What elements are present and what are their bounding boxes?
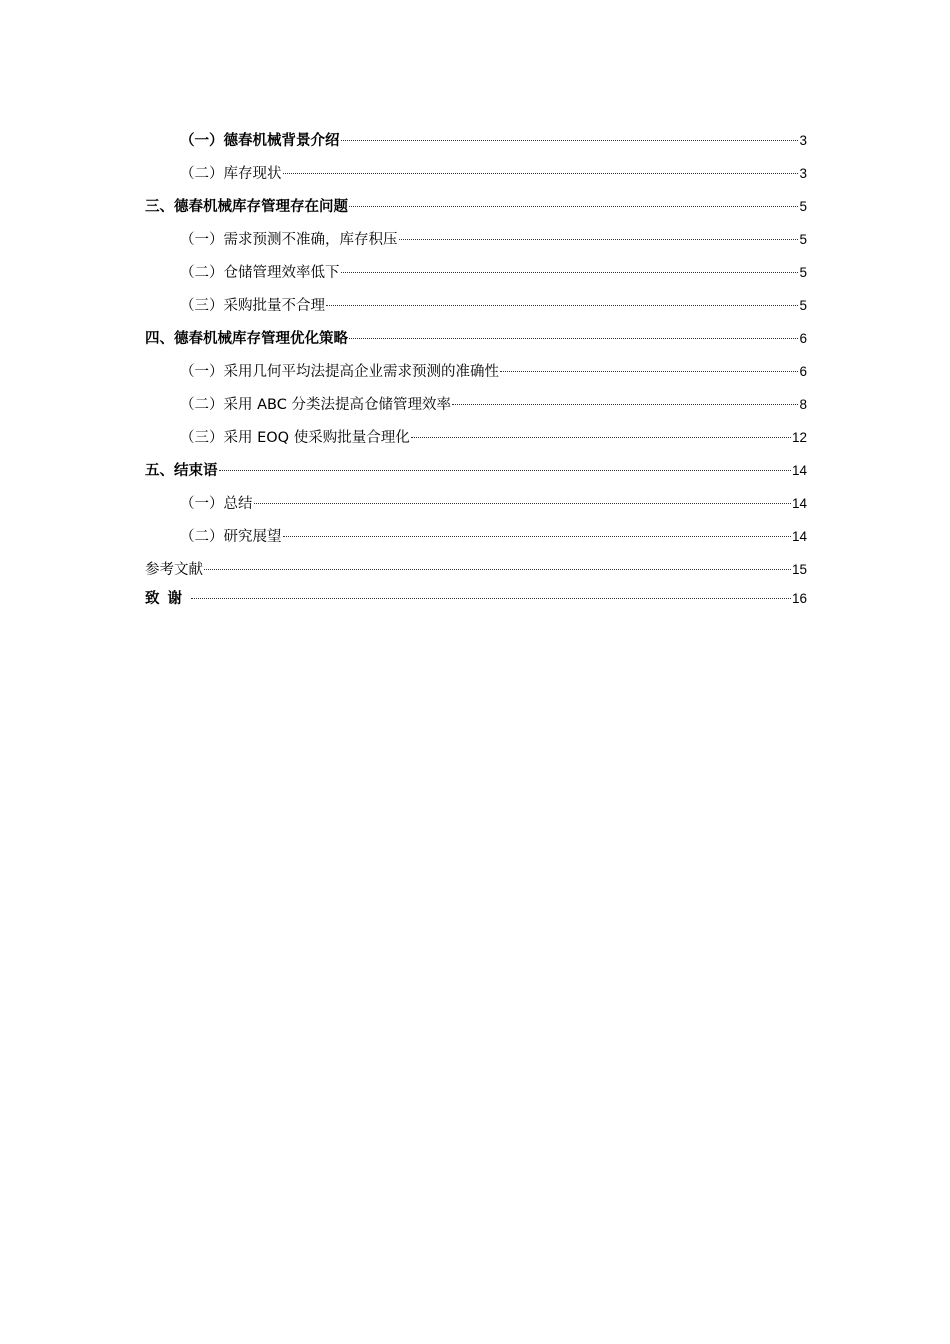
toc-entry[interactable] [145,553,807,586]
toc-dot-leader [283,173,799,174]
toc-entry-page: 5 [799,265,807,280]
toc-entry-page: 14 [791,529,807,544]
toc-dot-leader [341,140,799,141]
toc-entry-title: （二）研究展望 [180,529,282,545]
toc-dot-leader [254,503,791,504]
toc-entry-title: （一）总结 [180,496,253,512]
toc-entry[interactable] [145,388,807,421]
toc-entry-page: 3 [799,166,807,181]
toc-dot-leader [349,338,798,339]
toc-entry-title: 三、德春机械库存管理存在问题 [145,199,348,215]
toc-entry-title: （三）采购批量不合理 [180,298,325,314]
toc-dot-leader [191,598,791,599]
toc-entry[interactable] [145,157,807,190]
table-of-contents [145,124,807,611]
toc-entry[interactable] [145,421,807,454]
toc-entry[interactable] [145,256,807,289]
toc-entry[interactable] [145,322,807,355]
toc-entry-page: 14 [791,496,807,511]
toc-entry-page: 14 [791,463,807,478]
toc-entry[interactable] [145,289,807,322]
toc-entry[interactable] [145,190,807,223]
toc-entry[interactable] [145,586,807,611]
toc-entry-page: 8 [799,397,807,412]
toc-entry-page: 16 [791,591,807,606]
toc-entry-page: 6 [799,364,807,379]
toc-entry-title: （一）需求预测不准确，库存积压 [180,232,398,248]
toc-dot-leader [341,272,799,273]
toc-dot-leader [500,371,798,372]
toc-entry-page: 15 [791,562,807,577]
toc-dot-leader [283,536,791,537]
toc-entry-page: 5 [799,199,807,214]
toc-dot-leader [411,437,791,438]
toc-entry[interactable] [145,487,807,520]
toc-dot-leader [452,404,799,405]
toc-entry[interactable] [145,124,807,157]
toc-entry-page: 12 [791,430,807,445]
toc-entry-title: （二）库存现状 [180,166,282,182]
toc-entry[interactable] [145,454,807,487]
toc-entry-title: 五、结束语 [145,463,218,479]
toc-entry-page: 5 [799,298,807,313]
toc-entry-title: 致谢 [145,591,190,607]
toc-entry-title: （二）采用 ABC 分类法提高仓储管理效率 [180,397,451,413]
toc-dot-leader [204,569,791,570]
toc-entry-title: （二）仓储管理效率低下 [180,265,340,281]
toc-entry-title: （三）采用 EOQ 使采购批量合理化 [180,430,410,446]
toc-entry-page: 6 [799,331,807,346]
toc-entry[interactable] [145,355,807,388]
toc-entry-title: 参考文献 [145,562,203,578]
toc-entry-title: （一）采用几何平均法提高企业需求预测的准确性 [180,364,499,380]
toc-entry[interactable] [145,520,807,553]
toc-dot-leader [219,470,791,471]
toc-dot-leader [326,305,798,306]
toc-dot-leader [399,239,799,240]
toc-entry[interactable] [145,223,807,256]
toc-entry-page: 5 [799,232,807,247]
toc-entry-title: 四、德春机械库存管理优化策略 [145,331,348,347]
toc-dot-leader [349,206,798,207]
toc-entry-title: （一）德春机械背景介绍 [180,133,340,149]
toc-entry-page: 3 [799,133,807,148]
